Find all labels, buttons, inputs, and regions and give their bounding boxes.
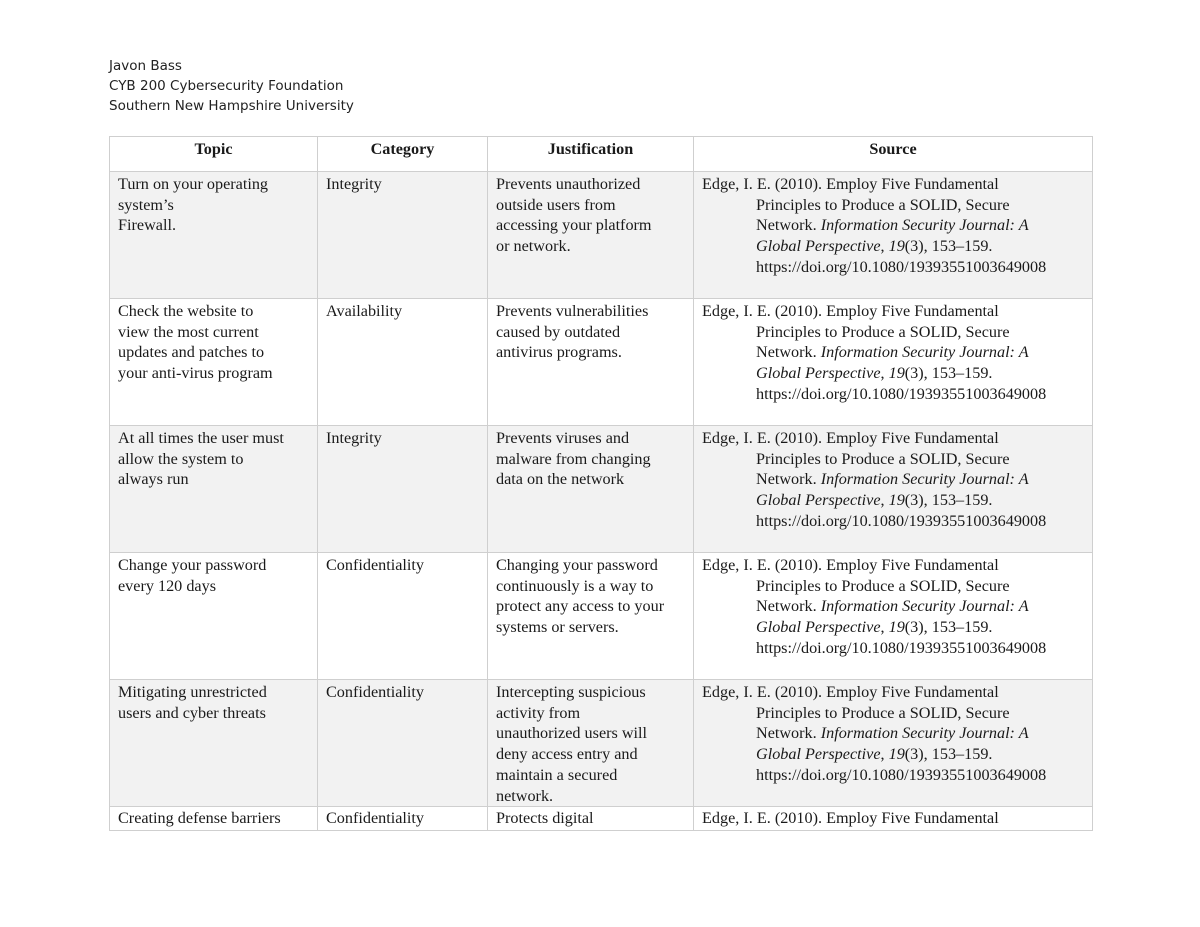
citation-doi-link[interactable]: https://doi.org/10.1080/19393551003649008 (756, 511, 1047, 530)
topic-text: Creating defense barriers (118, 809, 281, 828)
citation-issue-pages: (3), 153–159. (904, 237, 993, 256)
column-header-topic: Topic (110, 137, 318, 172)
citation-issue-pages: (3), 153–159. (904, 491, 993, 510)
justification-text: Prevents viruses and malware from changing data on the network (496, 429, 651, 489)
justification-cell (488, 426, 694, 553)
security-practices-table (109, 136, 1093, 831)
category-text: Integrity (326, 429, 382, 447)
citation-separator: , (880, 745, 889, 764)
topic-text: Turn on your operating system’s Firewall. (118, 175, 269, 235)
category-cell (318, 553, 488, 680)
category-cell (318, 680, 488, 807)
citation-journal-title: Information Security Journal: A (820, 597, 1029, 616)
justification-text: Prevents vulnerabilities caused by outdated antivirus programs. (496, 302, 649, 362)
citation-volume: 19 (888, 745, 905, 764)
citation-issue-pages: (3), 153–159. (904, 364, 993, 383)
topic-text: At all times the user must allow the system to always run (118, 429, 284, 489)
topic-cell (110, 807, 318, 831)
source-cell (694, 172, 1093, 299)
table-row (110, 299, 1093, 426)
justification-text: Protects digital (496, 809, 594, 828)
category-cell (318, 426, 488, 553)
citation-line-4 (702, 617, 1084, 638)
citation-journal-subtitle: Global Perspective (756, 364, 881, 383)
citation-volume: 19 (888, 491, 905, 510)
citation-line-2: Principles to Produce a SOLID, Secure (756, 195, 1010, 214)
citation-separator: , (880, 237, 889, 256)
table-row (110, 172, 1093, 299)
category-text: Availability (326, 302, 403, 320)
citation-doi-link[interactable]: https://doi.org/10.1080/19393551003649008 (756, 384, 1047, 403)
topic-cell (110, 426, 318, 553)
justification-cell (488, 553, 694, 680)
source-cell (694, 553, 1093, 680)
column-header-source: Source (694, 137, 1093, 172)
citation-journal-subtitle: Global Perspective (756, 237, 881, 256)
topic-cell (110, 553, 318, 680)
citation-issue-pages: (3), 153–159. (904, 745, 993, 764)
category-cell (318, 172, 488, 299)
course-name: CYB 200 Cybersecurity Foundation (109, 78, 344, 94)
justification-text: Changing your password continuously is a way to protect any access to your systems or servers. (496, 556, 665, 637)
citation-network-text: Network. (756, 724, 821, 743)
category-cell (318, 807, 488, 831)
citation-journal-subtitle: Global Perspective (756, 745, 881, 764)
table-header-row (110, 137, 1093, 172)
citation-network-text: Network. (756, 343, 821, 362)
source-cell (694, 426, 1093, 553)
topic-text: Change your password every 120 days (118, 556, 267, 595)
citation-line-4 (702, 490, 1084, 511)
justification-cell (488, 807, 694, 831)
category-text: Confidentiality (326, 683, 425, 701)
citation-line-3 (702, 723, 1084, 744)
citation-line-3 (702, 596, 1084, 617)
citation-line-1: Edge, I. E. (2010). Employ Five Fundamental (702, 556, 999, 574)
column-header-category: Category (318, 137, 488, 172)
citation-issue-pages: (3), 153–159. (904, 618, 993, 637)
citation-line-3 (702, 469, 1084, 490)
citation-separator: , (880, 618, 889, 637)
citation-doi-link[interactable]: https://doi.org/10.1080/19393551003649008 (756, 638, 1047, 657)
citation-line-2: Principles to Produce a SOLID, Secure (756, 449, 1010, 468)
citation-line-4 (702, 236, 1084, 257)
topic-text: Check the website to view the most current updates and patches to your anti-virus program (118, 302, 273, 383)
justification-cell (488, 172, 694, 299)
citation-line-1: Edge, I. E. (2010). Employ Five Fundamental (702, 429, 999, 447)
citation-journal-subtitle: Global Perspective (756, 618, 881, 637)
table-row (110, 807, 1093, 831)
topic-cell (110, 299, 318, 426)
document-header (109, 56, 354, 116)
table-row (110, 553, 1093, 680)
citation-journal-subtitle: Global Perspective (756, 491, 881, 510)
citation-network-text: Network. (756, 216, 821, 235)
citation-line-3 (702, 215, 1084, 236)
column-header-justification: Justification (488, 137, 694, 172)
citation-line-1: Edge, I. E. (2010). Employ Five Fundamental (702, 683, 999, 701)
category-text: Confidentiality (326, 556, 425, 574)
category-text: Confidentiality (326, 809, 425, 828)
citation-line-4 (702, 363, 1084, 384)
source-cell (694, 680, 1093, 807)
justification-cell (488, 680, 694, 807)
topic-text: Mitigating unrestricted users and cyber threats (118, 683, 267, 722)
citation-journal-title: Information Security Journal: A (820, 470, 1029, 489)
citation-doi-link[interactable]: https://doi.org/10.1080/19393551003649008 (756, 765, 1047, 784)
citation-line-1: Edge, I. E. (2010). Employ Five Fundamental (702, 302, 999, 320)
table-row (110, 426, 1093, 553)
citation-line-3 (702, 342, 1084, 363)
citation-line-2: Principles to Produce a SOLID, Secure (756, 703, 1010, 722)
topic-cell (110, 172, 318, 299)
school-name: Southern New Hampshire University (109, 98, 354, 114)
citation-separator: , (880, 491, 889, 510)
citation-line-4 (702, 744, 1084, 765)
category-cell (318, 299, 488, 426)
citation-volume: 19 (888, 364, 905, 383)
citation-separator: , (880, 364, 889, 383)
citation-journal-title: Information Security Journal: A (820, 724, 1029, 743)
citation-doi-link[interactable]: https://doi.org/10.1080/19393551003649008 (756, 257, 1047, 276)
citation-journal-title: Information Security Journal: A (820, 216, 1029, 235)
citation-network-text: Network. (756, 597, 821, 616)
table-row (110, 680, 1093, 807)
citation-line-2: Principles to Produce a SOLID, Secure (756, 322, 1010, 341)
citation-volume: 19 (888, 237, 905, 256)
citation-network-text: Network. (756, 470, 821, 489)
citation-line-2: Principles to Produce a SOLID, Secure (756, 576, 1010, 595)
source-cell (694, 807, 1093, 831)
category-text: Integrity (326, 175, 382, 193)
citation-volume: 19 (888, 618, 905, 637)
topic-cell (110, 680, 318, 807)
citation-line-1: Edge, I. E. (2010). Employ Five Fundamental (702, 809, 999, 828)
author-name: Javon Bass (109, 58, 182, 74)
justification-cell (488, 299, 694, 426)
source-cell (694, 299, 1093, 426)
citation-journal-title: Information Security Journal: A (820, 343, 1029, 362)
justification-text: Prevents unauthorized outside users from accessing your platform or network. (496, 175, 652, 256)
justification-text: Intercepting suspicious activity from unauthorized users will deny access entry and maintain a secured network. (496, 683, 648, 805)
citation-line-1: Edge, I. E. (2010). Employ Five Fundamental (702, 175, 999, 193)
